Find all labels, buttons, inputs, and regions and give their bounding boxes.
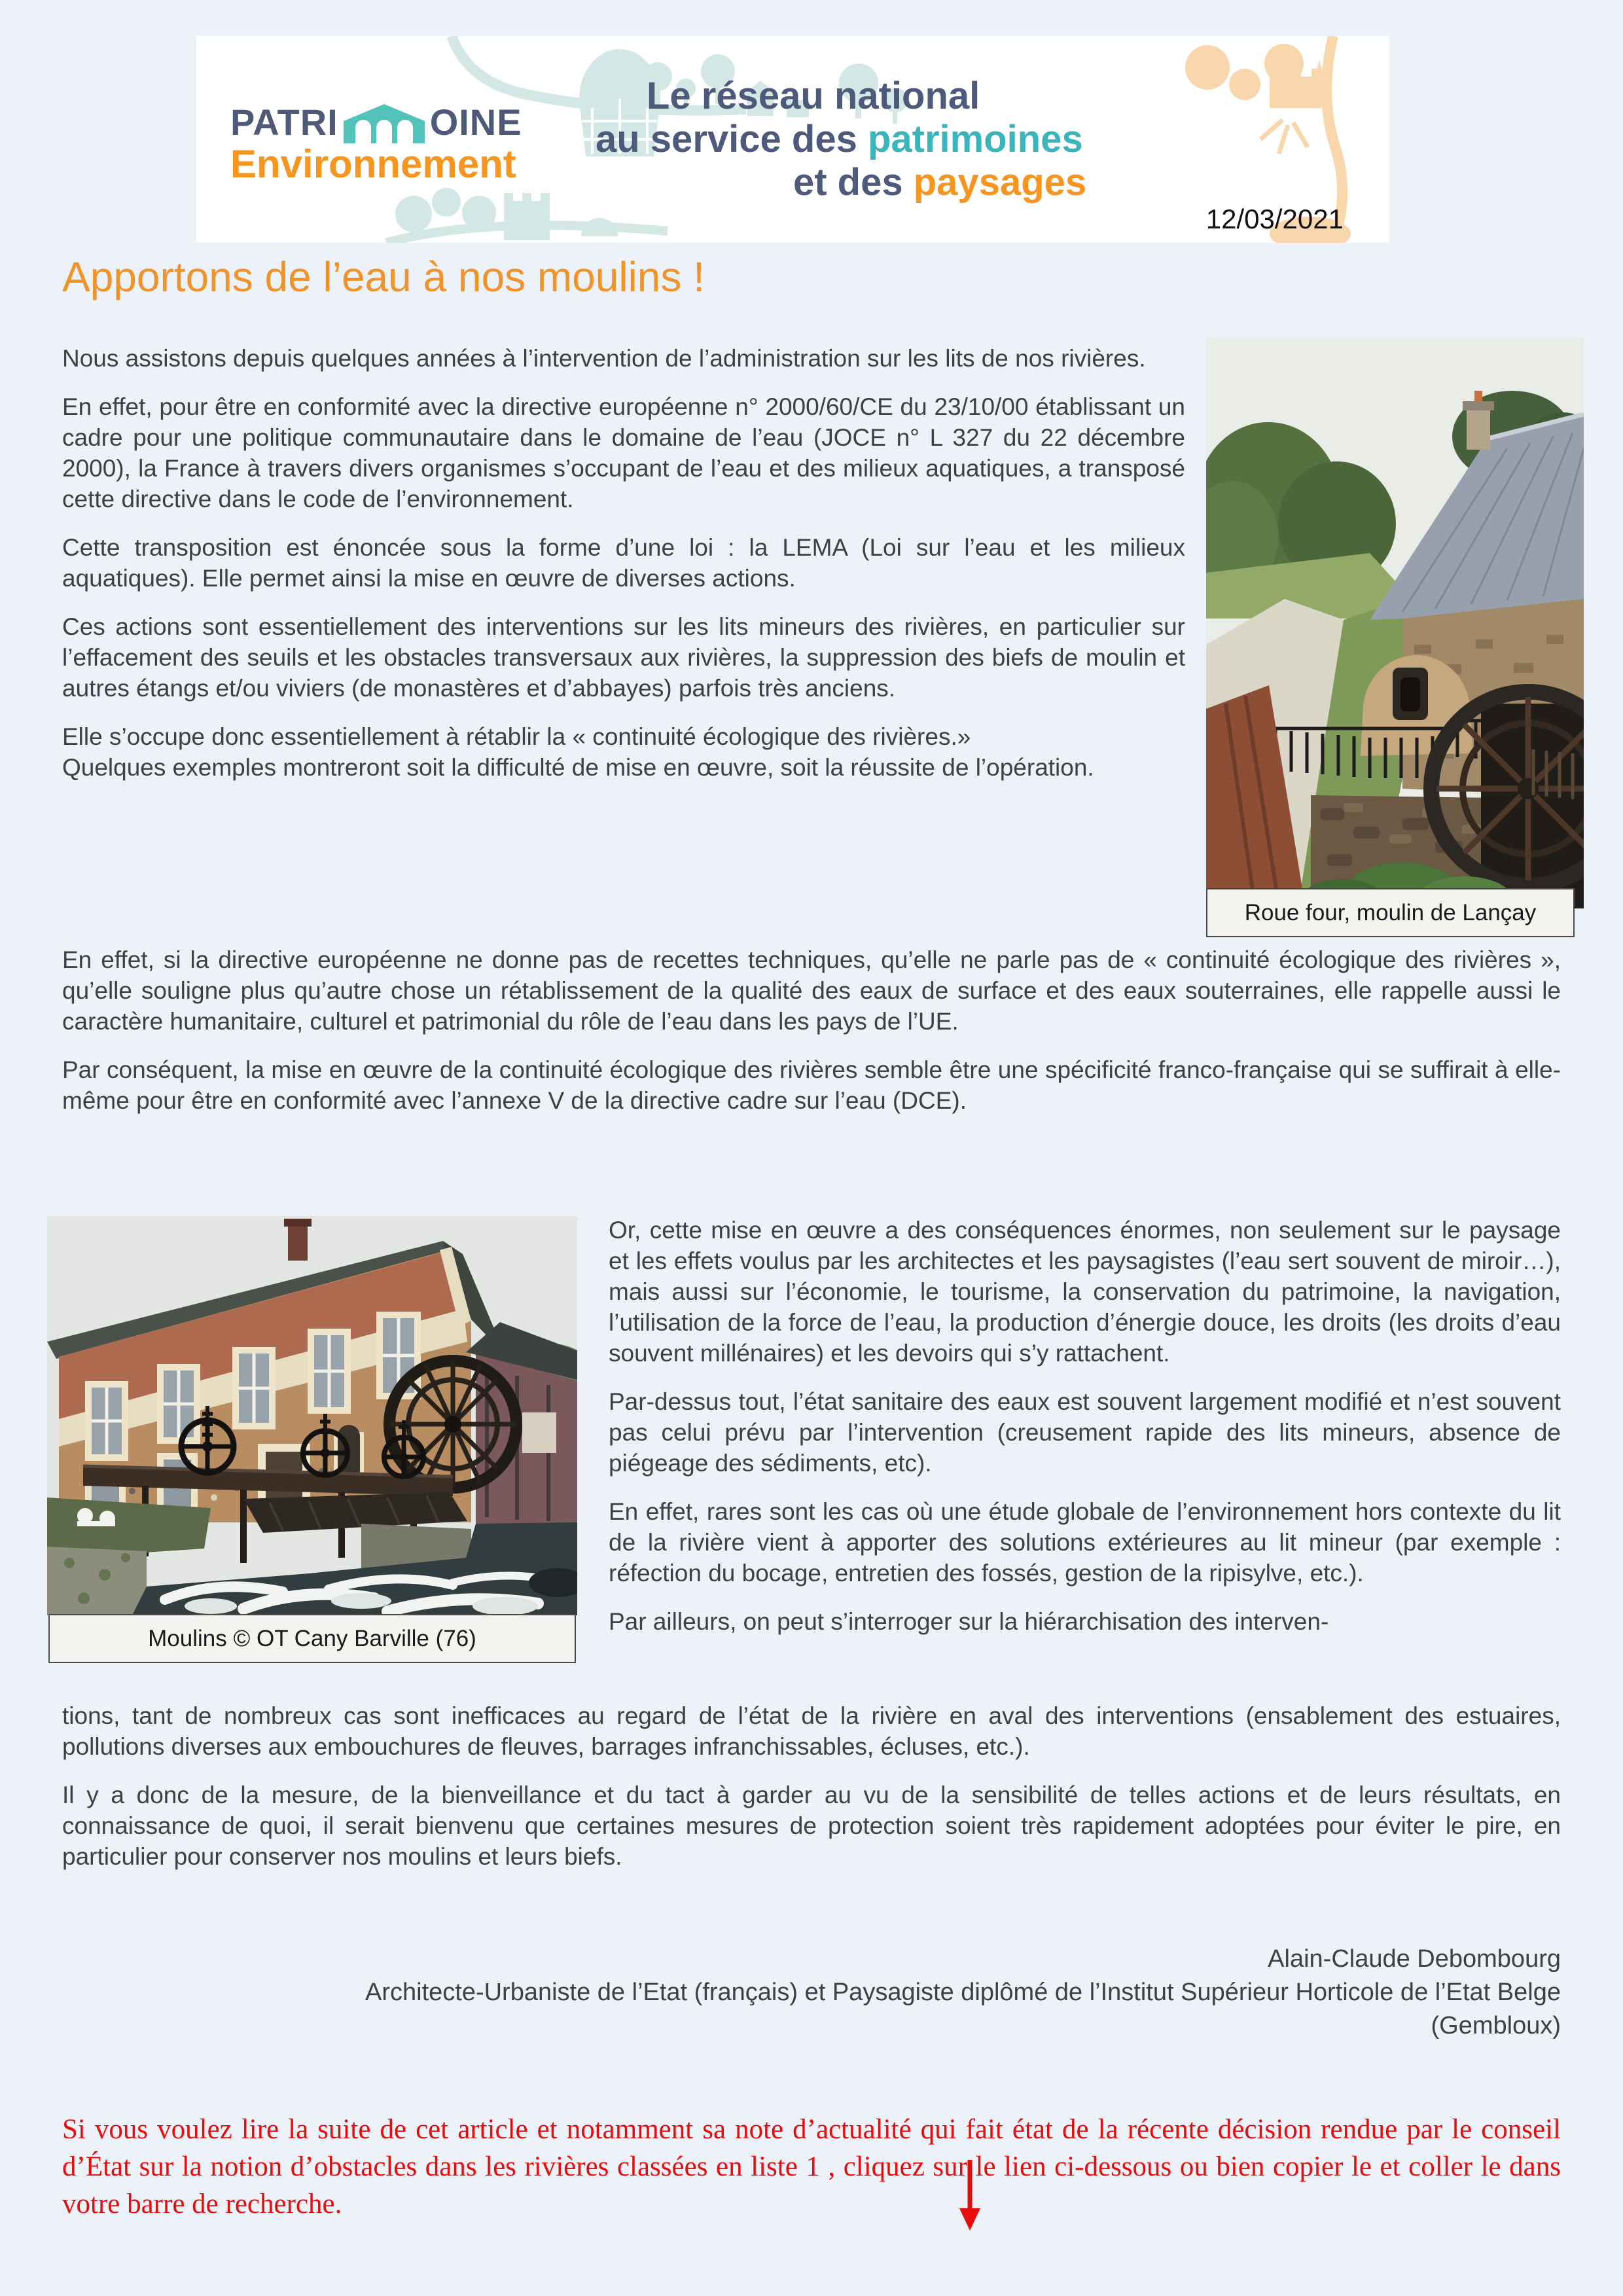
figure-moulin-lancay <box>1206 337 1584 939</box>
header-banner <box>196 36 1389 243</box>
slogan-patrimoines: patrimoines <box>867 118 1083 160</box>
paragraph: Par-dessus tout, l’état sanitaire des eaux est souvent largement modifié et n’est souvent pas celui prévu par l’intervention (creusement rapide des lits mineurs, absence de piégeage des sédiments, etc). <box>609 1388 1561 1477</box>
figure-moulins-cany-barville <box>47 1216 577 1668</box>
paragraph: Par ailleurs, on peut s’interroger sur la hiérarchisation des interven- <box>609 1608 1329 1635</box>
caption-moulins-cany-barville: Moulins © OT Cany Barville (76) <box>48 1614 576 1663</box>
logo-part2: OINE <box>429 101 522 143</box>
full-width-block-1 <box>62 944 1561 1134</box>
full-width-block-2 <box>62 1700 1561 1890</box>
slogan-line-1: Le réseau national <box>647 75 980 117</box>
photo-moulin-lancay <box>1206 337 1584 908</box>
paragraph: Elle s’occupe donc essentiellement à rétablir la « continuité écologique des rivières.» <box>62 723 971 750</box>
paragraph: Il y a donc de la mesure, de la bienveillance et du tact à garder au vu de la sensibilité de telles actions et de leurs résultats, en connaissance de quoi, il serait bienvenu que certaines mesures de protection soient très rapidement adoptées pour éviter le pire, en particulier pour conserver nos moulins et leurs biefs. <box>62 1782 1561 1870</box>
paragraph: Or, cette mise en œuvre a des conséquences énormes, non seulement sur le paysage et les effets voulus par les architectes et les paysagistes (l’eau sert souvent de miroir…), mais aussi sur l’économie, le tourisme, la conservation du patrimoine, la navigation, l’utilisation de la force de l’eau, la production d’énergie douce, les droits (les droits d’eau souvent millénaires) et les devoirs qui s’y rattachent. <box>609 1217 1561 1367</box>
paragraph: En effet, rares sont les cas où une étude globale de l’environnement hors contexte du lit de la rivière vient à apporter des solutions extérieures au lit mineur (par exemple : réfection du bocage, entretien des fossés, gestion de la ripisylve, etc.). <box>609 1498 1561 1587</box>
issue-date: 12/03/2021 <box>1205 204 1344 234</box>
paragraph: En effet, si la directive européenne ne donne pas de recettes techniques, qu’elle ne parle pas de « continuité écologique des rivières », qu’elle souligne plus qu’autre chose un rétablissement de la qualité des eaux de surface et des eaux souterraines, elle rappelle aussi le caractère humanitaire, culturel et patrimonial du rôle de l’eau dans les pays de l’UE. <box>62 946 1561 1035</box>
author-location: (Gembloux) <box>1431 2012 1561 2039</box>
signature-block <box>62 1943 1561 2043</box>
patrimoine-environnement-logo <box>230 101 522 184</box>
paragraph: tions, tant de nombreux cas sont inefficaces au regard de l’état de la rivière en aval des interventions (ensablement des estuaires, pollutions diverses aux embouchures de fleuves, barrages infranchissables, écluses, etc.). <box>62 1702 1561 1760</box>
logo-subtitle: Environnement <box>230 142 516 186</box>
author-name: Alain-Claude Debombourg <box>1268 1945 1561 1973</box>
logo-wordmark <box>230 101 522 141</box>
paragraph: Nous assistons depuis quelques années à l’intervention de l’administration sur les lits de nos rivières. <box>62 345 1146 372</box>
paragraph: En effet, pour être en conformité avec la directive européenne n° 2000/60/CE du 23/10/00 établissant un cadre pour une politique communautaire dans le domaine de l’eau (JOCE n° L 327 du 22 décembre 2000), la France à travers divers organismes s’occupant de l’eau et des milieux aquatiques, a transposé cette directive dans le code de l’environnement. <box>62 393 1185 512</box>
bridge-arches-icon <box>340 101 429 143</box>
intro-column <box>62 343 1185 800</box>
article-title: Apportons de l’eau à nos moulins ! <box>62 253 705 300</box>
down-arrow-icon <box>957 2159 983 2232</box>
author-credentials: Architecte-Urbaniste de l’Etat (français) et Paysagiste diplômé de l’Institut Supérieur Horticole de l’Etat Belge <box>365 1979 1561 2006</box>
paragraph: Ces actions sont essentiellement des interventions sur les lits mineurs des rivières, en particulier sur l’effacement des seuils et les obstacles transversaux aux rivières, la suppression des biefs de moulin et autres étangs et/ou viviers (de monastères et d’abbayes) parfois très anciens. <box>62 613 1185 702</box>
right-column <box>609 1215 1561 1637</box>
read-more-notice: Si vous voulez lire la suite de cet article et notamment sa note d’actualité qui fait état de la récente décision rendue par le conseil d’État sur la notion d’obstacles dans les rivières classées en liste 1 , cliquez sur le lien ci-dessous ou bien copier le et coller le dans votre barre de recherche. <box>62 2114 1561 2219</box>
caption-moulin-lancay: Roue four, moulin de Lançay <box>1206 888 1575 937</box>
paragraph: Quelques exemples montreront soit la difficulté de mise en œuvre, soit la réussite de l’opération. <box>62 754 1094 781</box>
slogan-line-2: au service des patrimoines <box>596 118 1083 160</box>
slogan-paysages: paysages <box>913 161 1087 204</box>
logo-part1: PATRI <box>230 101 338 143</box>
slogan-line-3: et des paysages <box>793 161 1087 204</box>
paragraph: Cette transposition est énoncée sous la forme d’une loi : la LEMA (Loi sur l’eau et les milieux aquatiques). Elle permet ainsi la mise en œuvre de diverses actions. <box>62 534 1185 592</box>
paragraph: Par conséquent, la mise en œuvre de la continuité écologique des rivières semble être une spécificité franco-française qui se suffirait à elle-même pour être en conformité avec l’annexe V de la directive cadre sur l’eau (DCE). <box>62 1056 1561 1114</box>
photo-moulins-cany-barville <box>47 1216 577 1615</box>
